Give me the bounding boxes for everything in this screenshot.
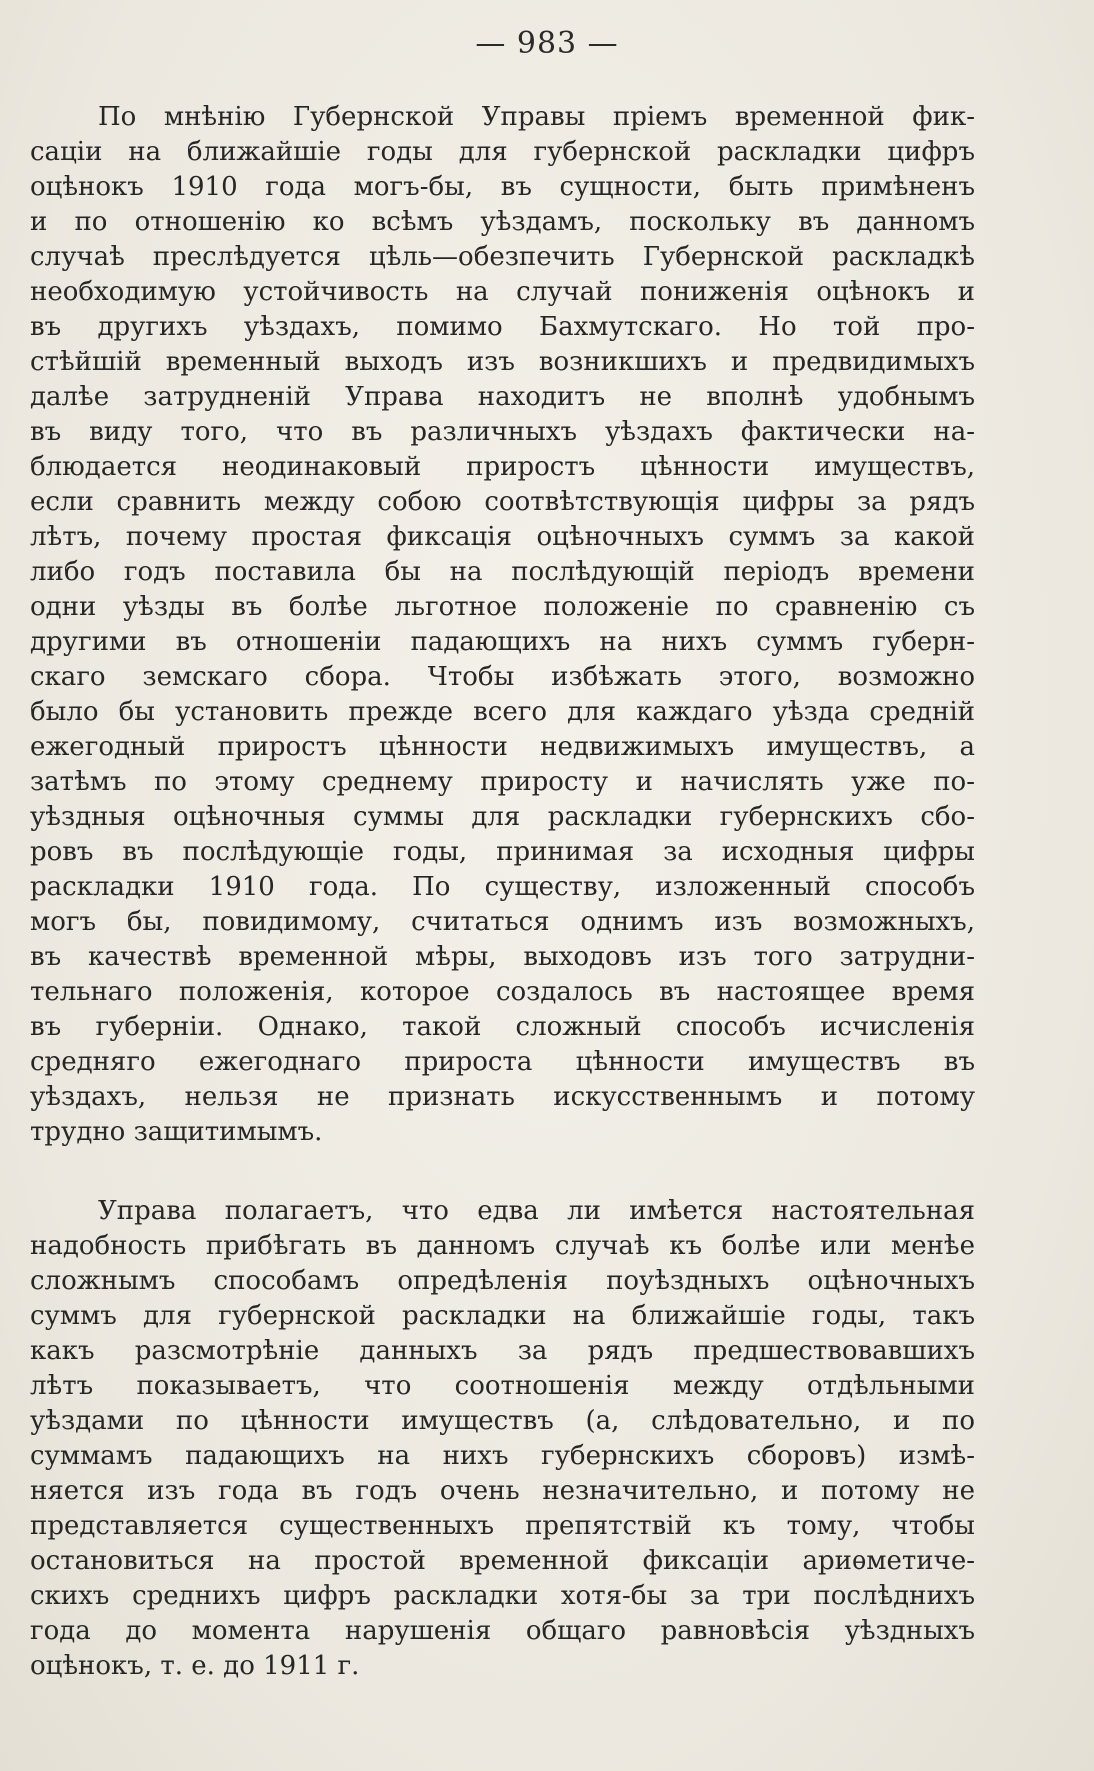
text-line: въ другихъ уѣздахъ, помимо Бахмутскаго. Но той про- xyxy=(30,312,975,342)
text-line: уѣздахъ, нельзя не признать искусственнымъ и потому xyxy=(30,1082,975,1112)
text-line: По мнѣнію Губернской Управы пріемъ временной фик- xyxy=(98,102,975,132)
text-line: саціи на ближайшіе годы для губернской раскладки цифръ xyxy=(30,137,975,167)
text-line: если сравнить между собою соотвѣтствующія цифры за рядъ xyxy=(30,487,975,517)
text-line: могъ бы, повидимому, считаться однимъ изъ возможныхъ, xyxy=(30,907,975,937)
text-line: случаѣ преслѣдуется цѣль—обезпечить Губернской раскладкѣ xyxy=(30,242,975,272)
text-line: представляется существенныхъ препятствій къ тому, чтобы xyxy=(30,1511,975,1541)
text-line: оцѣнокъ, т. е. до 1911 г. xyxy=(30,1651,360,1681)
text-line: раскладки 1910 года. По существу, изложенный способъ xyxy=(30,872,975,902)
text-line: въ качествѣ временной мѣры, выходовъ изъ того затрудни- xyxy=(30,942,975,972)
text-line: либо годъ поставила бы на послѣдующій періодъ времени xyxy=(30,557,975,587)
paragraph-1 xyxy=(30,100,975,1150)
text-line: лѣтъ показываетъ, что соотношенія между отдѣльными xyxy=(30,1371,975,1401)
text-line: сложнымъ способамъ опредѣленія поуѣздныхъ оцѣночныхъ xyxy=(30,1266,975,1296)
text-line: лѣтъ, почему простая фиксація оцѣночныхъ суммъ за какой xyxy=(30,522,975,552)
text-line: какъ разсмотрѣніе данныхъ за рядъ предшествовавшихъ xyxy=(30,1336,975,1366)
text-line: трудно защитимымъ. xyxy=(30,1117,323,1147)
text-line: няется изъ года въ годъ очень незначительно, и потому не xyxy=(30,1476,975,1506)
text-line: далѣе затрудненій Управа находитъ не вполнѣ удобнымъ xyxy=(30,382,975,412)
text-line: одни уѣзды въ болѣе льготное положеніе по сравненію съ xyxy=(30,592,975,622)
text-line: другими въ отношеніи падающихъ на нихъ суммъ губерн- xyxy=(30,627,975,657)
text-line: было бы установить прежде всего для каждаго уѣзда средній xyxy=(30,697,975,727)
text-line: скихъ среднихъ цифръ раскладки хотя-бы за три послѣднихъ xyxy=(30,1581,975,1611)
text-line: суммъ для губернской раскладки на ближайшіе годы, такъ xyxy=(30,1301,975,1331)
text-line: оцѣнокъ 1910 года могъ-бы, въ сущности, быть примѣненъ xyxy=(30,172,975,202)
text-line: года до момента нарушенія общаго равновѣсія уѣздныхъ xyxy=(30,1616,975,1646)
paragraph-2 xyxy=(30,1194,975,1684)
text-line: и по отношенію ко всѣмъ уѣздамъ, поскольку въ данномъ xyxy=(30,207,975,237)
text-line: уѣздныя оцѣночныя суммы для раскладки губернскихъ сбо- xyxy=(30,802,975,832)
text-line: въ губерніи. Однако, такой сложный способъ исчисленія xyxy=(30,1012,975,1042)
text-line: ежегодный приростъ цѣнности недвижимыхъ имуществъ, а xyxy=(30,732,975,762)
text-line: блюдается неодинаковый приростъ цѣнности имуществъ, xyxy=(30,452,975,482)
text-line: въ виду того, что въ различныхъ уѣздахъ фактически на- xyxy=(30,417,975,447)
page-number: — 983 — xyxy=(475,26,619,61)
text-line: остановиться на простой временной фиксаціи ариѳметиче- xyxy=(30,1546,975,1576)
text-line: уѣздами по цѣнности имуществъ (а, слѣдовательно, и по xyxy=(30,1406,975,1436)
text-line: надобность прибѣгать въ данномъ случаѣ къ болѣе или менѣе xyxy=(30,1231,975,1261)
text-line: тельнаго положенія, которое создалось въ настоящее время xyxy=(30,977,975,1007)
text-line: Управа полагаетъ, что едва ли имѣется настоятельная xyxy=(98,1196,975,1226)
text-line: необходимую устойчивость на случай пониженія оцѣнокъ и xyxy=(30,277,975,307)
text-line: скаго земскаго сбора. Чтобы избѣжать этого, возможно xyxy=(30,662,975,692)
text-line: суммамъ падающихъ на нихъ губернскихъ сборовъ) измѣ- xyxy=(30,1441,975,1471)
text-line: средняго ежегоднаго прироста цѣнности имуществъ въ xyxy=(30,1047,975,1077)
text-line: стѣйшій временный выходъ изъ возникшихъ и предвидимыхъ xyxy=(30,347,975,377)
text-line: ровъ въ послѣдующіе годы, принимая за исходныя цифры xyxy=(30,837,975,867)
text-line: затѣмъ по этому среднему приросту и начислять уже по- xyxy=(30,767,975,797)
